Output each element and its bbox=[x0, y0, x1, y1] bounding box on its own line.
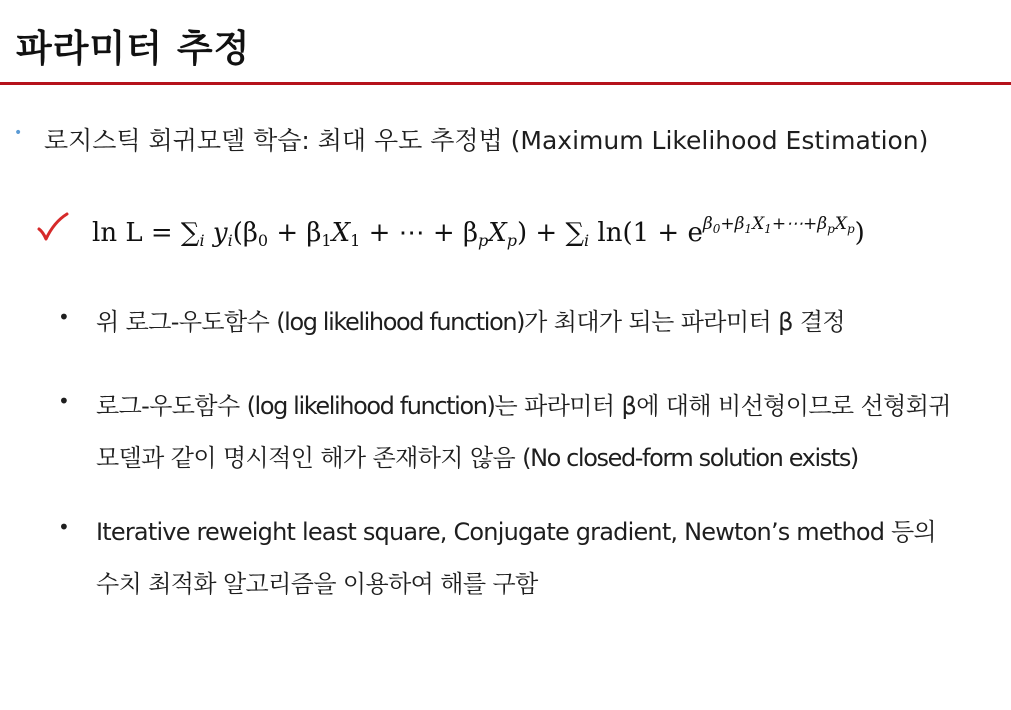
formula-paren-close: ) + bbox=[517, 218, 566, 248]
point-3-line-1: Iterative reweight least square, Conjugate gradient, Newton’s method 등의 bbox=[96, 518, 936, 546]
formula-xp: p bbox=[506, 231, 517, 250]
formula-x1: 1 bbox=[350, 231, 361, 250]
title-divider bbox=[0, 82, 1011, 85]
sub-bullet-dot: • bbox=[58, 389, 70, 413]
point-2-line-2: 모델과 같이 명시적인 해가 존재하지 않음 (No closed-form solution exists) bbox=[96, 444, 858, 472]
slide-title: 파라미터 추정 bbox=[16, 27, 251, 70]
point-2-line-1: 로그-우도함수 (log likelihood function)는 파라미터 β에 대해 비선형이므로 선형회귀 bbox=[96, 392, 951, 420]
formula-sum-2-index: i bbox=[584, 231, 590, 250]
formula-exponent: β0+β1X1+⋯+βpXp bbox=[702, 214, 855, 236]
formula-b1: 1 bbox=[321, 231, 332, 250]
formula-close: ) bbox=[854, 218, 865, 248]
sub-bullet-dot: • bbox=[58, 515, 70, 539]
formula-bp: p bbox=[477, 231, 489, 250]
formula-b0: 0 bbox=[257, 231, 269, 250]
formula-sum-2: ∑ bbox=[565, 218, 585, 248]
log-likelihood-formula bbox=[92, 214, 865, 250]
point-1-line-1: 위 로그-우도함수 (log likelihood function)가 최대가 되는 파라미터 β 결정 bbox=[96, 308, 845, 336]
formula-sum-1: ∑ bbox=[180, 218, 200, 248]
formula-sum-1-index: i bbox=[199, 231, 205, 250]
formula-paren-open: (β bbox=[232, 218, 258, 248]
formula-x: X bbox=[331, 218, 351, 248]
formula-y: y bbox=[212, 218, 228, 248]
formula-ln: ln(1 + e bbox=[589, 218, 703, 248]
formula-y-index: i bbox=[227, 231, 233, 250]
formula-dots: + ⋯ + β bbox=[360, 218, 478, 248]
formula-plus-1: + β bbox=[268, 218, 322, 248]
checkmark-icon bbox=[36, 212, 70, 246]
point-3-line-2: 수치 최적화 알고리즘을 이용하여 해를 구함 bbox=[96, 570, 538, 598]
main-bullet-dot: • bbox=[14, 125, 23, 141]
formula-xp-var: X bbox=[488, 218, 507, 248]
sub-bullet-dot: • bbox=[58, 305, 70, 329]
main-point-text: 로지스틱 회귀모델 학습: 최대 우도 추정법 (Maximum Likelihood Estimation) bbox=[44, 126, 929, 155]
formula-lhs: ln L = bbox=[92, 218, 181, 248]
